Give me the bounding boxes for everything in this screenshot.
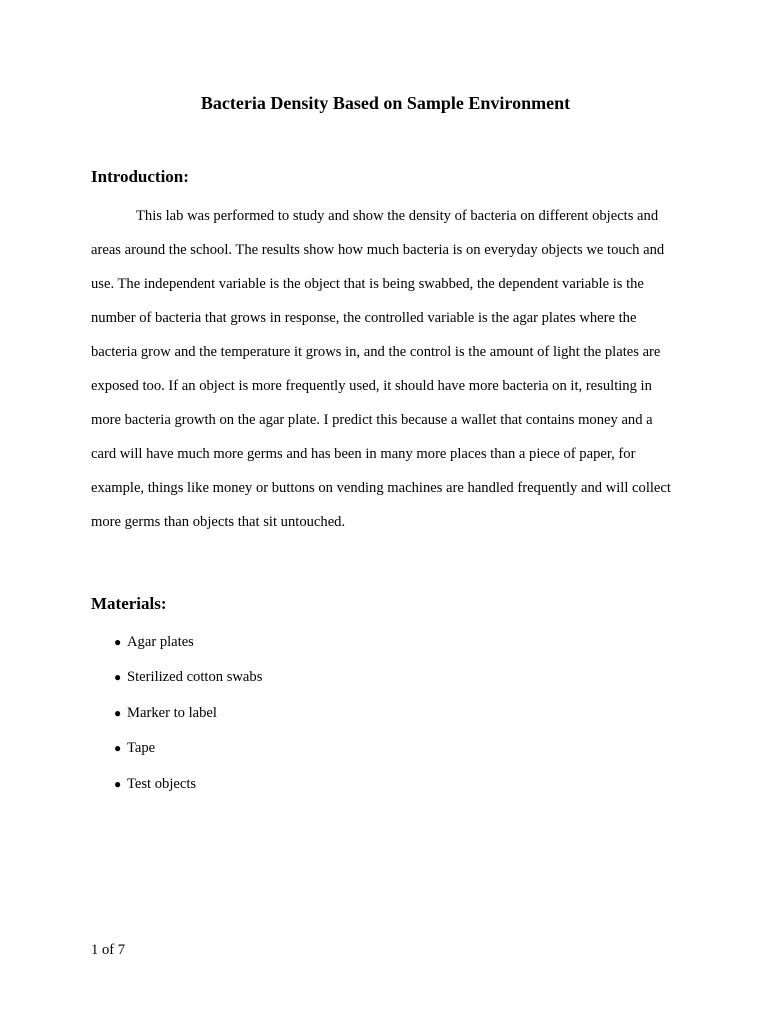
materials-item-label: Test objects bbox=[127, 775, 197, 792]
materials-item-label: Tape bbox=[127, 740, 156, 757]
materials-item-label: Sterilized cotton swabs bbox=[127, 669, 263, 686]
document-title: Bacteria Density Based on Sample Environment bbox=[200, 93, 571, 113]
bullet-icon: ● bbox=[114, 670, 122, 685]
bullet-icon: ● bbox=[114, 776, 122, 791]
materials-list-item bbox=[114, 664, 262, 699]
materials-list-item bbox=[114, 629, 262, 664]
page-number: 1 of 7 bbox=[91, 942, 126, 958]
materials-list-item bbox=[114, 735, 262, 770]
bullet-icon: ● bbox=[114, 741, 122, 756]
materials-heading: Materials: bbox=[91, 594, 167, 613]
bullet-icon: ● bbox=[114, 635, 122, 649]
materials-list-item bbox=[114, 700, 262, 735]
bullet-icon: ● bbox=[114, 705, 122, 720]
materials-list-item bbox=[114, 771, 262, 806]
introduction-paragraph: This lab was performed to study and show the density of bacteria on different objects and areas around the school. The results show how much bacteria is on everyday objects we touch and use. The independent variable is the object that is being swabbed, the dependent variable is the number of bacteria that grows in response, the controlled variable is the agar plates where the bacteria grow and the temperature it grows in, and the control is the amount of light the plates are exposed too. If an object is more frequently used, it should have more bacteria on it, resulting in more bacteria growth on the agar plate. I predict this because a wallet that contains money and a card will have much more germs and has been in many more places than a piece of paper, for example, things like money or buttons on vending machines are handled frequently and will collect more germs than objects that sit untouched. bbox=[91, 208, 671, 530]
materials-item-label: Agar plates bbox=[127, 634, 194, 650]
materials-list bbox=[114, 629, 262, 806]
materials-item-label: Marker to label bbox=[127, 704, 217, 721]
introduction-heading: Introduction: bbox=[91, 167, 189, 186]
